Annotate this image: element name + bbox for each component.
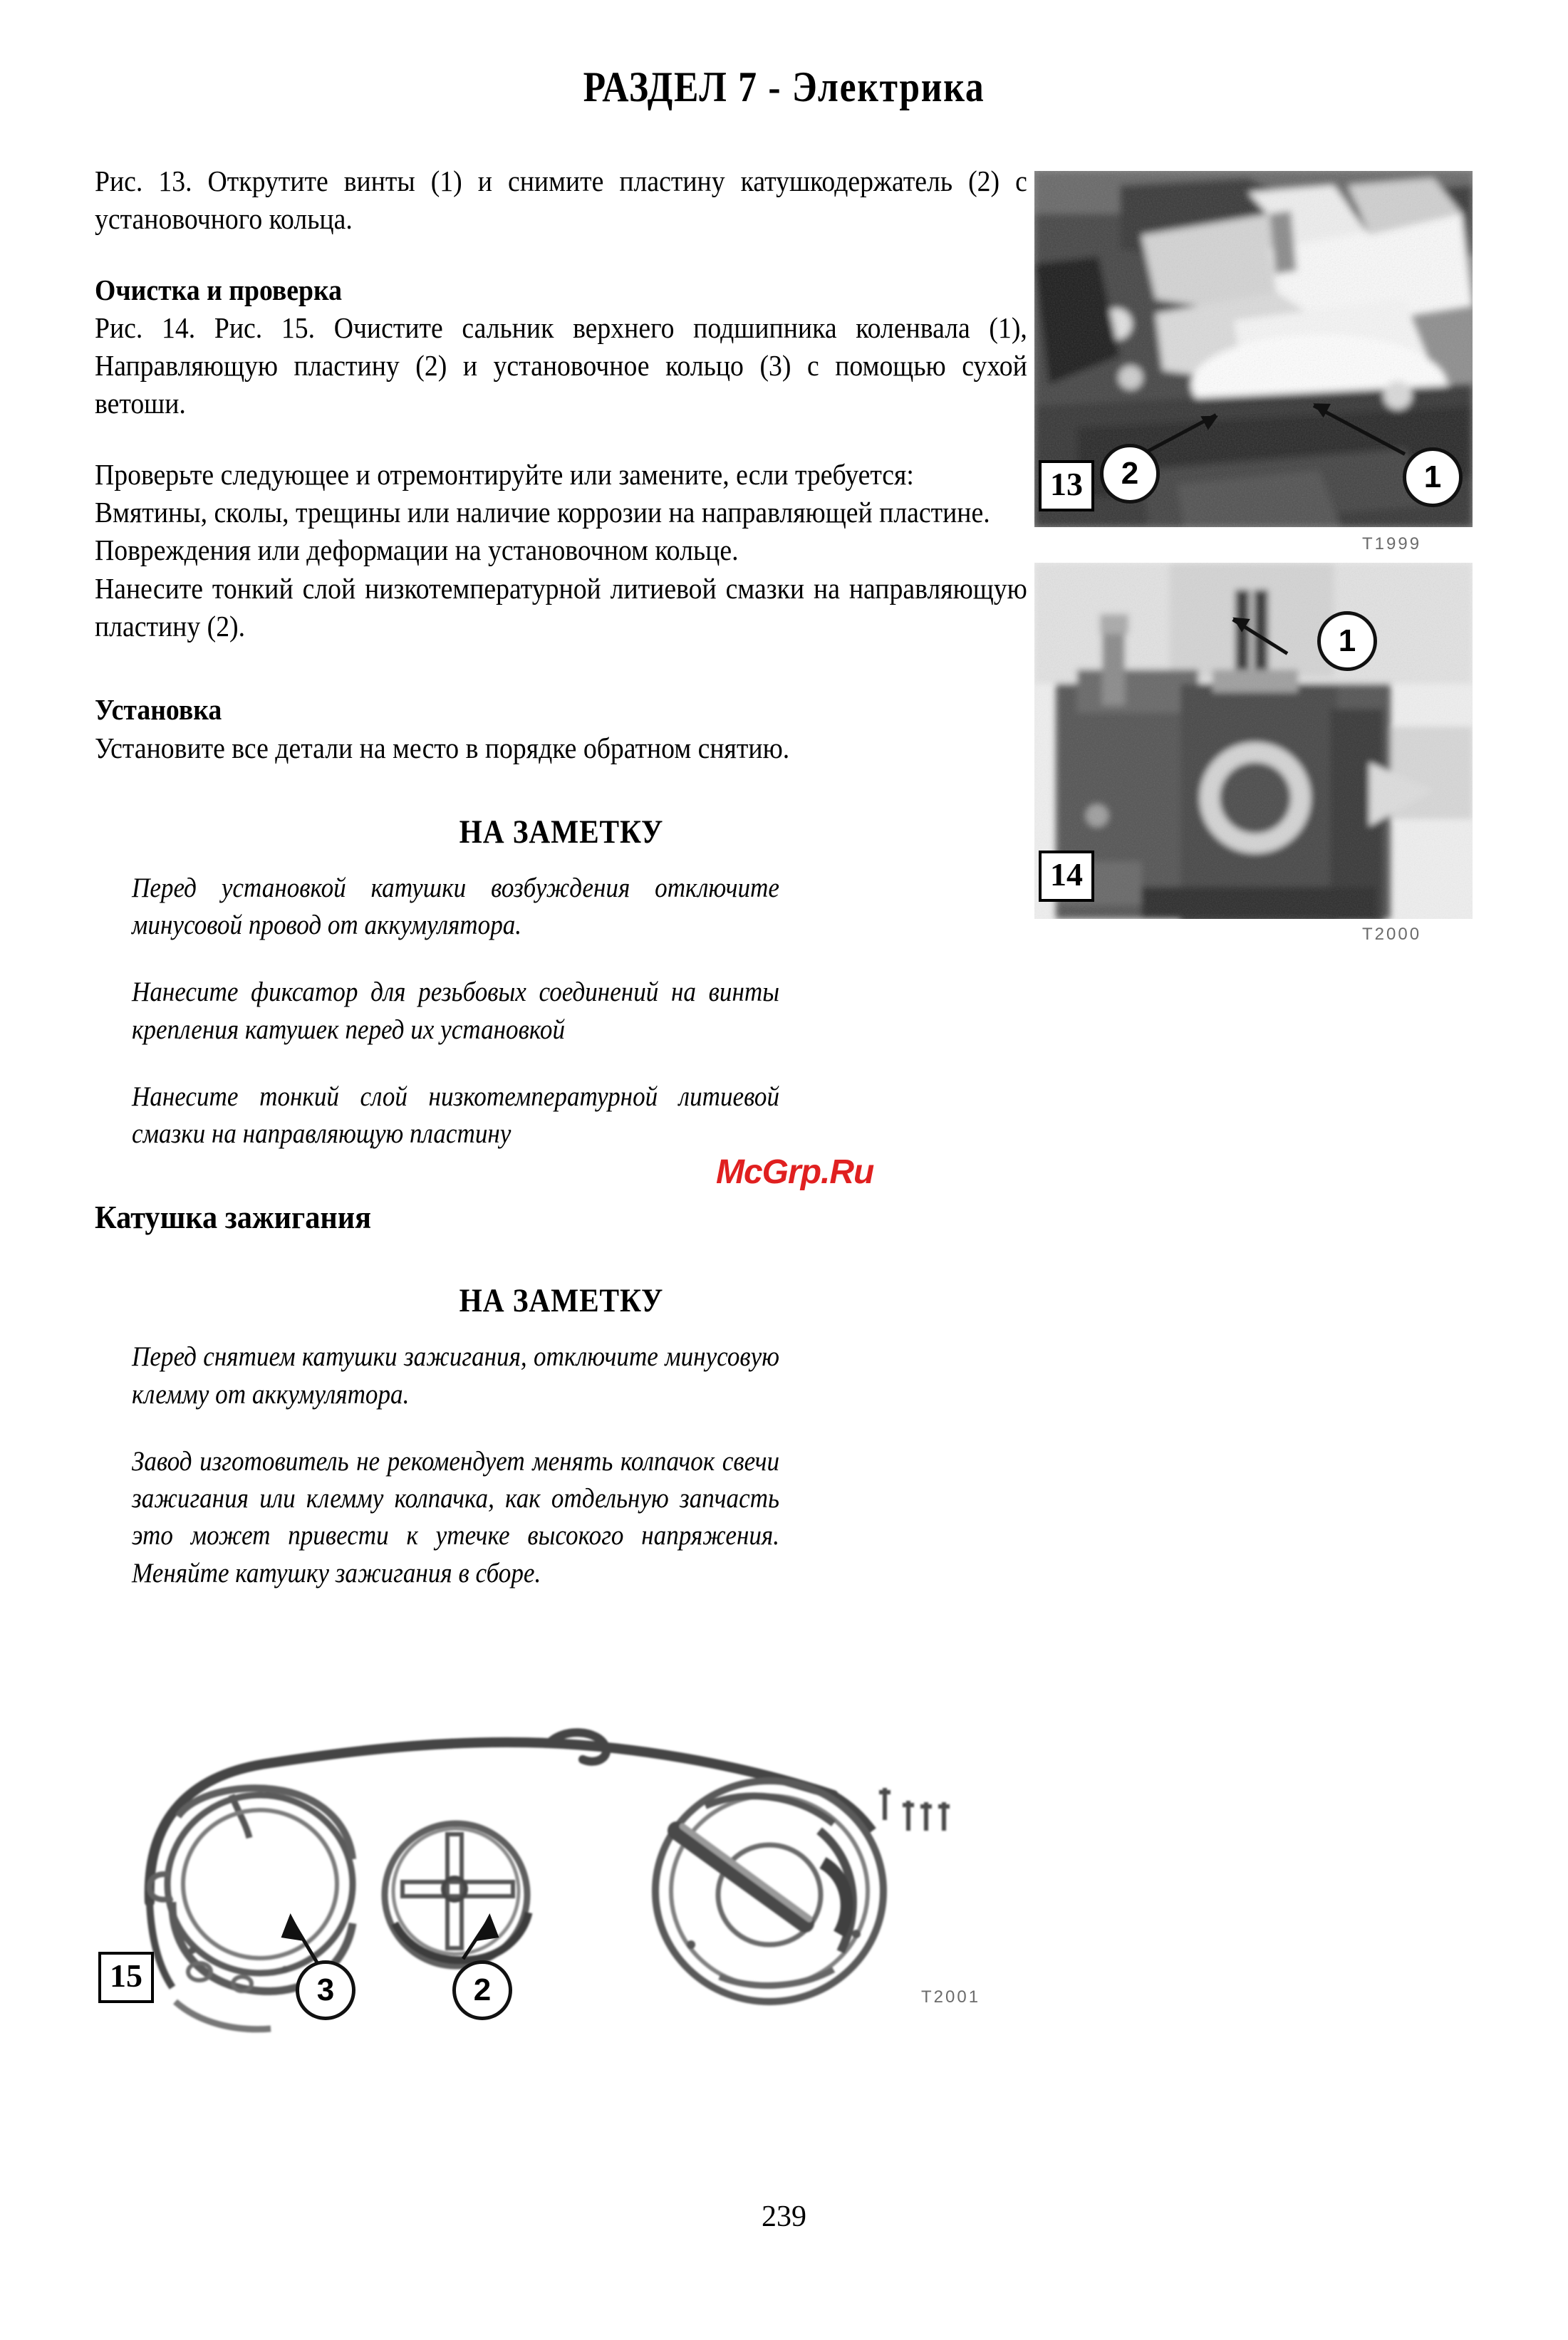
spacer [95, 1049, 1028, 1078]
page-title: РАЗДЕЛ 7 - Электрика [583, 63, 985, 110]
callout-3: 3 [296, 1960, 355, 2020]
figure-15-drawing [107, 1688, 983, 2044]
figure-code-13: T1999 [1362, 534, 1422, 553]
figure-tag-14: 14 [1039, 851, 1094, 902]
note-line-1: Перед установкой катушки возбуждения отключите минусовой провод от аккумулятора. [132, 872, 779, 941]
paragraph-cleaning: Рис. 14. Рис. 15. Очистите сальник верхнего подшипника коленвала (1), Направляющую пластину (2) и установочное кольцо (3) с помощью сухой ветоши. [95, 311, 1027, 420]
spacer [95, 1153, 1028, 1198]
paragraph-fig13: Рис. 13. Открутите винты (1) и снимите пластину катушкодержатель (2) с установочного кольца. [95, 165, 1027, 236]
figure-14 [1034, 563, 1473, 919]
heading-ignition-coil: Катушка зажигания [95, 1199, 372, 1236]
watermark: McGrp.Ru [716, 1153, 874, 1191]
figure-tag-13: 13 [1039, 460, 1094, 511]
figure-15 [107, 1688, 983, 2044]
paragraph-check-item-2: Повреждения или деформации на установочном кольце. [95, 534, 739, 567]
note-line-3: Нанесите тонкий слой низкотемпературной литиевой смазки на направляющую пластину [132, 1081, 779, 1150]
paragraph-check-item-3: Нанесите тонкий слой низкотемпературной литиевой смазки на направляющую пластину (2). [95, 571, 1027, 643]
figure-code-15: T2001 [921, 1987, 981, 2007]
spacer [95, 944, 1028, 974]
spacer [95, 423, 1028, 456]
note-line-1: Перед снятием катушки зажигания, отключите минусовую клемму от аккумулятора. [132, 1341, 779, 1410]
note-line-2: Завод изготовитель не рекомендует менять колпачок свечи зажигания или клемму колпачка, как отдельную запчасть это может привести к утечке высокого напряжения. Меняйте катушку зажигания в сборе. [132, 1445, 779, 1588]
figure-14-photo [1034, 563, 1473, 919]
spacer [95, 767, 1028, 813]
spacer [95, 645, 1028, 691]
note-block-installation [95, 813, 1028, 1153]
page-number: 239 [762, 2200, 806, 2233]
callout-2: 2 [452, 1960, 512, 2020]
note-title: НА ЗАМЕТКУ [459, 813, 664, 851]
paragraph-check-intro: Проверьте следующее и отремонтируйте или замените, если требуется: [95, 457, 914, 491]
callout-1: 1 [1403, 447, 1463, 507]
note-line-2: Нанесите фиксатор для резьбовых соединений на винты крепления катушек перед их установкой [132, 977, 779, 1045]
paragraph-check-item-1: Вмятины, сколы, трещины или наличие коррозии на направляющей пластине. [95, 496, 990, 529]
figure-tag-15: 15 [98, 1952, 154, 2003]
main-text-column [95, 162, 1028, 1592]
figure-code-14: T2000 [1362, 925, 1422, 944]
note-title: НА ЗАМЕТКУ [459, 1282, 664, 1320]
paragraph-installation: Установите все детали на место в порядке обратном снятию. [95, 731, 790, 764]
callout-2: 2 [1100, 444, 1160, 504]
note-block-ignition-coil [95, 1281, 1028, 1592]
heading-installation: Установка [95, 693, 222, 727]
spacer [95, 1236, 1028, 1281]
spacer [95, 239, 1028, 271]
spacer [95, 1413, 1028, 1443]
callout-1: 1 [1317, 611, 1377, 671]
heading-cleaning-inspection: Очистка и проверка [95, 273, 342, 306]
figure-13 [1034, 171, 1473, 527]
